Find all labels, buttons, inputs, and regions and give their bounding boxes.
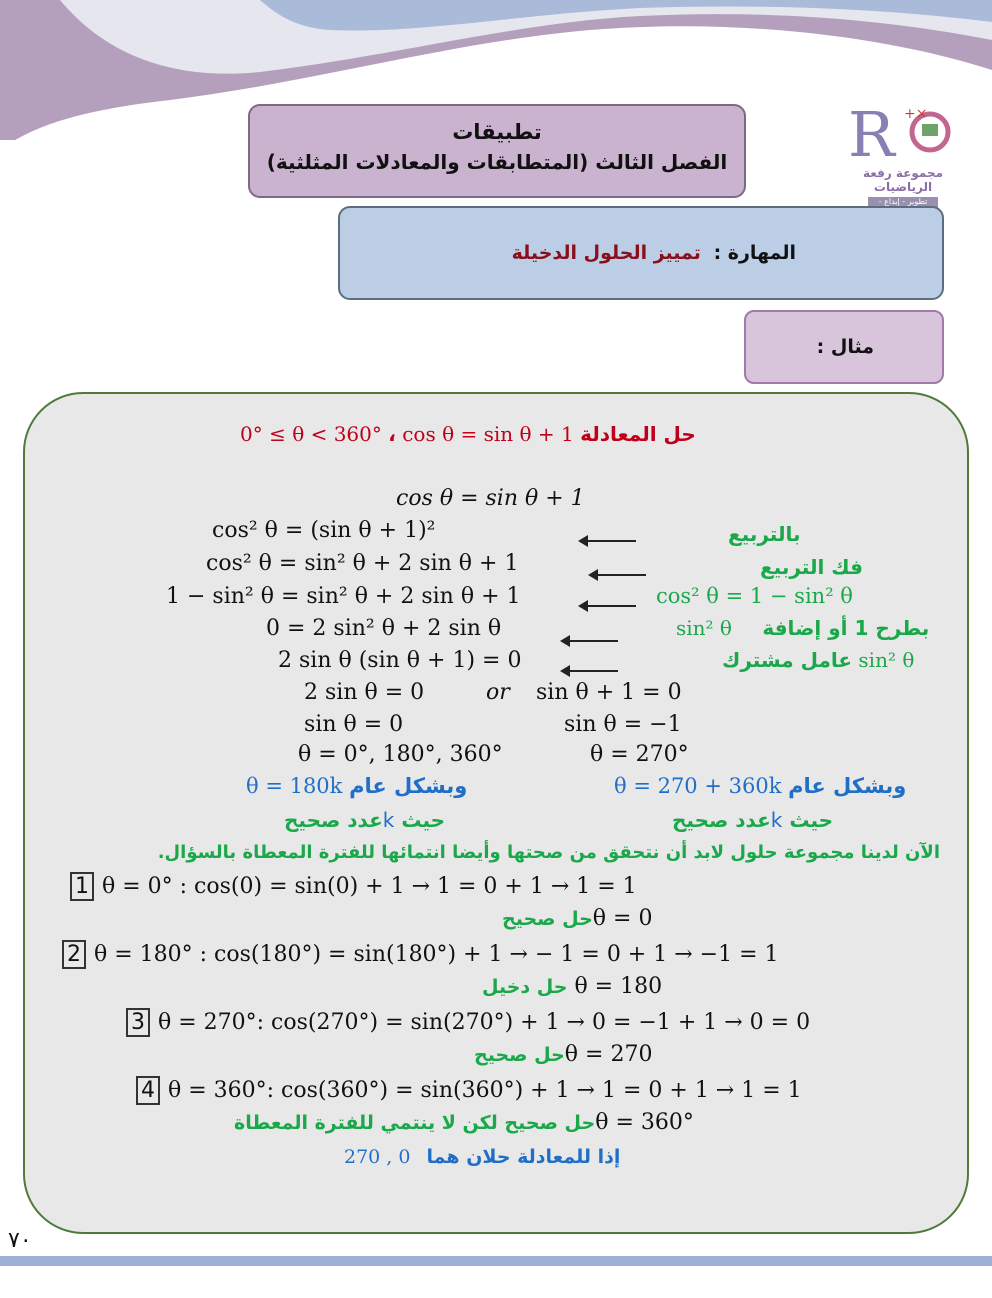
general-left-where: حيث kعدد صحيح (284, 808, 446, 832)
chapter-subtitle: الفصل الثالث (المتطابقات والمعادلات المثلثية) (266, 150, 728, 174)
annotation-subtract-term: sin² θ (676, 616, 732, 640)
check-4-verdict: حل صحيح لكن لا ينتمي للفترة المعطاةθ = 360° (234, 1110, 694, 1135)
general-right-label: وبشكل عام (788, 774, 907, 798)
conclusion (344, 1146, 620, 1168)
logo-tagline: تطوير - إبداع - (868, 197, 938, 215)
logo-text: مجموعة رفعة الرياضيات (862, 166, 944, 194)
step-1: cos θ = sin θ + 1 (396, 486, 585, 511)
check-3-verdict: حل صحيحθ = 270 (474, 1042, 653, 1067)
general-right-where: حيث kعدد صحيح (672, 808, 834, 832)
check-number: 4 (136, 1076, 160, 1105)
left-arrow-icon (590, 574, 646, 576)
skill-value: تمييز الحلول الدخيلة (511, 242, 701, 264)
logo-mark-icon (838, 96, 968, 166)
page-title: تطبيقات (452, 120, 542, 144)
check-number: 1 (70, 872, 94, 901)
annotation-expand: فك التربيع (760, 555, 863, 579)
annotation-identity: cos² θ = 1 − sin² θ (656, 584, 853, 608)
annotation-subtract (676, 616, 929, 640)
step-5: 0 = 2 sin² θ + 2 sin θ (266, 616, 502, 641)
left-arrow-icon (562, 640, 618, 642)
check-1-verdict: حل صحيحθ = 0 (502, 906, 653, 931)
skill-label: المهارة : (713, 242, 796, 264)
step-2: cos² θ = (sin θ + 1)² (212, 518, 436, 543)
split-or: or (486, 680, 510, 705)
skill-box (338, 206, 944, 300)
check-number: 3 (126, 1008, 150, 1037)
annotation-factor-term: sin² θ (858, 648, 915, 672)
problem-equation: cos θ = sin θ + 1 (402, 422, 574, 446)
general-left-label: وبشكل عام (349, 774, 468, 798)
svg-text:+×: +× (904, 106, 928, 122)
check-intro: الآن لدينا مجموعة حلول لابد أن نتحقق من صحتها وأيضا انتمائها للفترة المعطاة بالسؤال. (157, 842, 940, 863)
svg-text:R: R (848, 98, 895, 166)
step-6: 2 sin θ (sin θ + 1) = 0 (278, 648, 522, 673)
annotation-factor (722, 648, 914, 672)
check-4: 4 θ = 360°: cos(360°) = sin(360°) + 1 → 1 = 0 + 1 → 1 = 1 (136, 1078, 802, 1103)
bottom-bar (0, 1256, 992, 1266)
general-left (246, 774, 467, 798)
conclusion-text: إذا للمعادلة حلان هما (426, 1146, 621, 1168)
conclusion-values: 270 , 0 (344, 1146, 411, 1168)
title-box (248, 104, 746, 198)
problem-range: 0° ≤ θ < 360° (240, 422, 382, 446)
example-label: مثال : (816, 336, 874, 358)
split-right-3: θ = 270° (590, 742, 689, 767)
check-2: 2 θ = 180° : cos(180°) = sin(180°) + 1 → − 1 = 0 + 1 → −1 = 1 (62, 942, 779, 967)
step-3: cos² θ = sin² θ + 2 sin θ + 1 (206, 551, 519, 576)
split-left-3: θ = 0°, 180°, 360° (298, 742, 503, 767)
step-4: 1 − sin² θ = sin² θ + 2 sin θ + 1 (166, 584, 521, 609)
general-right (614, 774, 906, 798)
problem-statement (240, 422, 750, 446)
example-box (744, 310, 944, 384)
check-3: 3 θ = 270°: cos(270°) = sin(270°) + 1 → 0 = −1 + 1 → 0 = 0 (126, 1010, 810, 1035)
check-2-verdict: حل دخيل θ = 180 (482, 974, 663, 999)
problem-prefix: حل المعادلة (580, 422, 696, 446)
split-right-2: sin θ = −1 (564, 712, 682, 737)
left-arrow-icon (580, 540, 636, 542)
left-arrow-icon (580, 605, 636, 607)
annotation-subtract-text: بطرح 1 أو إضافة (762, 616, 930, 640)
left-arrow-icon (562, 670, 618, 672)
problem-separator: ، (388, 422, 396, 446)
page-number: ٧٠ (8, 1228, 32, 1253)
general-left-expr: θ = 180k (246, 774, 343, 798)
split-left-1: 2 sin θ = 0 (304, 680, 425, 705)
check-number: 2 (62, 940, 86, 969)
annotation-squaring: بالتربيع (728, 522, 801, 546)
split-left-2: sin θ = 0 (304, 712, 404, 737)
annotation-factor-text: عامل مشترك (722, 648, 853, 672)
general-right-expr: θ = 270 + 360k (614, 774, 782, 798)
split-right-1: sin θ + 1 = 0 (536, 680, 682, 705)
logo (838, 96, 968, 204)
check-1: 1 θ = 0° : cos(0) = sin(0) + 1 → 1 = 0 + 1 → 1 = 1 (70, 874, 637, 899)
